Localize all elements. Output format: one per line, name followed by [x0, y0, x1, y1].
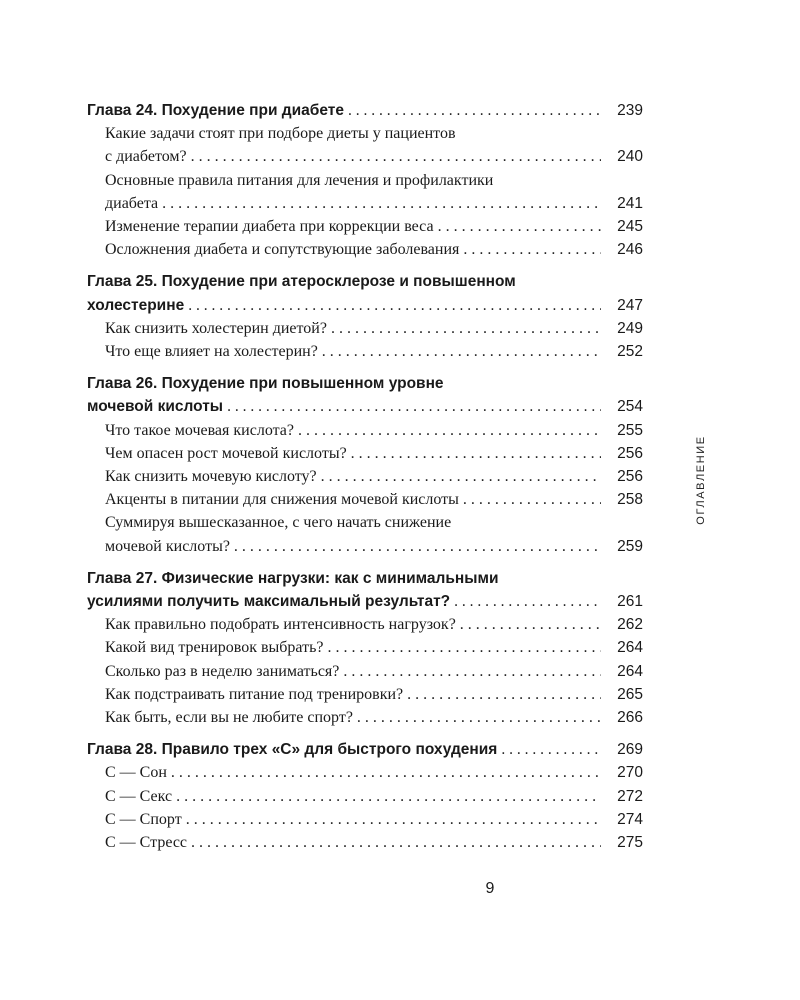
toc-entry-page-number: 246	[617, 241, 643, 259]
toc-entry-page-number: 252	[617, 343, 643, 361]
toc-entry-title: Как снизить мочевую кислоту?	[105, 468, 317, 486]
toc-chapter	[87, 270, 643, 363]
dot-leader	[348, 99, 601, 122]
toc-entry-page-number: 256	[617, 468, 643, 486]
toc-entry-page-number: 270	[617, 764, 643, 782]
dot-leader	[357, 706, 601, 729]
toc-entry[interactable]	[87, 122, 643, 145]
toc-entry-page-number: 265	[617, 685, 643, 703]
toc-entry-title: С — Стресс	[105, 834, 188, 852]
toc-entry-page-number: 264	[617, 662, 643, 680]
toc-entry-title: С — Секс	[105, 787, 173, 805]
toc-entry[interactable]	[87, 808, 643, 831]
toc-chapter-heading-title: Глава 26. Похудение при повышенном уровне	[87, 375, 444, 393]
toc-entry-title: Какие задачи стоят при подборе диеты у пациентов	[105, 125, 456, 143]
toc-entry-title: Акценты в питании для снижения мочевой кислоты	[105, 491, 459, 509]
toc-entry-title: Основные правила питания для лечения и профилактики	[105, 171, 494, 189]
dot-leader	[343, 660, 601, 683]
dot-leader	[438, 215, 601, 238]
dot-leader	[460, 613, 601, 636]
toc-entry[interactable]	[87, 660, 643, 683]
toc-chapter-heading-title: холестерине	[87, 296, 185, 314]
dot-leader	[188, 294, 601, 317]
toc-chapter-heading[interactable]	[87, 270, 643, 293]
toc-chapter-heading-page-number: 269	[617, 741, 643, 759]
toc-entry[interactable]	[87, 613, 643, 636]
toc-chapter-heading-title: Глава 28. Правило трех «С» для быстрого похудения	[87, 741, 498, 759]
toc-entry[interactable]	[87, 340, 643, 363]
toc-entry[interactable]	[87, 636, 643, 659]
dot-leader	[328, 636, 602, 659]
toc-entry-page-number: 249	[617, 319, 643, 337]
dot-leader	[186, 808, 601, 831]
dot-leader	[407, 683, 601, 706]
toc-chapter	[87, 99, 643, 261]
dot-leader	[331, 317, 601, 340]
dot-leader	[454, 590, 601, 613]
toc-entry-title: диабета	[105, 194, 159, 212]
dot-leader	[162, 192, 601, 215]
toc-entry-page-number: 240	[617, 148, 643, 166]
toc-entry[interactable]	[87, 488, 643, 511]
toc-entry-page-number: 259	[617, 537, 643, 555]
toc-entry-page-number: 255	[617, 421, 643, 439]
toc-entry-page-number: 272	[617, 787, 643, 805]
toc-chapter-heading[interactable]	[87, 294, 643, 317]
dot-leader	[321, 465, 601, 488]
toc-chapter-heading[interactable]	[87, 395, 643, 418]
toc-entry-page-number: 241	[617, 194, 643, 212]
toc-entry-title: Какой вид тренировок выбрать?	[105, 639, 324, 657]
dot-leader	[463, 238, 601, 261]
dot-leader	[322, 340, 601, 363]
dot-leader	[227, 395, 601, 418]
page-number: 9	[485, 880, 495, 897]
toc-entry[interactable]	[87, 317, 643, 340]
toc-entry[interactable]	[87, 683, 643, 706]
toc-chapter-heading-page-number: 247	[617, 296, 643, 314]
toc-entry-page-number: 274	[617, 810, 643, 828]
table-of-contents	[87, 99, 643, 863]
running-head-label: ОГЛАВЛЕНИЕ	[695, 435, 707, 525]
toc-entry-title: Что такое мочевая кислота?	[105, 421, 294, 439]
toc-entry[interactable]	[87, 238, 643, 261]
toc-entry[interactable]	[87, 761, 643, 784]
toc-entry-title: Сколько раз в неделю заниматься?	[105, 662, 340, 680]
toc-chapter-heading[interactable]	[87, 99, 643, 122]
toc-entry[interactable]	[87, 442, 643, 465]
dot-leader	[351, 442, 601, 465]
toc-chapter-heading-title: Глава 27. Физические нагрузки: как с минимальными	[87, 569, 499, 587]
toc-chapter-heading[interactable]	[87, 738, 643, 761]
dot-leader	[463, 488, 601, 511]
toc-entry-title: с диабетом?	[105, 148, 187, 166]
toc-entry-title: Изменение терапии диабета при коррекции веса	[105, 218, 434, 236]
toc-entry[interactable]	[87, 535, 643, 558]
toc-entry-page-number: 256	[617, 444, 643, 462]
toc-entry-page-number: 258	[617, 491, 643, 509]
toc-chapter	[87, 372, 643, 558]
toc-entry-title: Как быть, если вы не любите спорт?	[105, 709, 353, 727]
toc-entry-title: Осложнения диабета и сопутствующие заболевания	[105, 241, 460, 259]
toc-entry-title: Суммируя вышесказанное, с чего начать снижение	[105, 514, 452, 532]
dot-leader	[234, 535, 601, 558]
toc-chapter	[87, 738, 643, 854]
toc-entry[interactable]	[87, 145, 643, 168]
toc-entry-page-number: 266	[617, 709, 643, 727]
toc-chapter-heading-title: мочевой кислоты	[87, 398, 224, 416]
toc-chapter-heading-title: Глава 24. Похудение при диабете	[87, 102, 344, 119]
toc-entry[interactable]	[87, 785, 643, 808]
toc-chapter-heading-title: усилиями получить максимальный результат?	[87, 593, 451, 611]
dot-leader	[171, 761, 601, 784]
toc-entry[interactable]	[87, 215, 643, 238]
dot-leader	[176, 785, 601, 808]
toc-chapter-heading-page-number: 261	[617, 593, 643, 611]
toc-entry-title: Как подстраивать питание под тренировки?	[105, 685, 404, 703]
toc-chapter-heading-title: Глава 25. Похудение при атеросклерозе и повышенном	[87, 273, 516, 291]
toc-entry-title: Как правильно подобрать интенсивность нагрузок?	[105, 616, 456, 634]
toc-entry[interactable]	[87, 465, 643, 488]
toc-chapter-heading[interactable]	[87, 567, 643, 590]
toc-entry-page-number: 262	[617, 616, 643, 634]
dot-leader	[501, 738, 601, 761]
toc-entry-title: С — Сон	[105, 764, 167, 782]
dot-leader	[191, 831, 601, 854]
toc-chapter	[87, 567, 643, 729]
toc-chapter-heading[interactable]	[87, 372, 643, 395]
toc-entry-title: Что еще влияет на холестерин?	[105, 343, 318, 361]
toc-entry[interactable]	[87, 706, 643, 729]
dot-leader	[298, 419, 601, 442]
toc-entry-page-number: 245	[617, 218, 643, 236]
toc-entry[interactable]	[87, 511, 643, 534]
toc-chapter-heading-page-number: 254	[617, 398, 643, 416]
toc-entry-title: С — Спорт	[105, 810, 182, 828]
toc-chapter-heading[interactable]	[87, 590, 643, 613]
toc-entry[interactable]	[87, 192, 643, 215]
dot-leader	[191, 145, 601, 168]
toc-entry-title: Чем опасен рост мочевой кислоты?	[105, 444, 347, 462]
toc-entry-title: Как снизить холестерин диетой?	[105, 319, 327, 337]
toc-entry[interactable]	[87, 831, 643, 854]
toc-entry-page-number: 264	[617, 639, 643, 657]
toc-entry[interactable]	[87, 419, 643, 442]
toc-entry[interactable]	[87, 169, 643, 192]
toc-entry-title: мочевой кислоты?	[105, 537, 230, 555]
toc-entry-page-number: 275	[617, 834, 643, 852]
toc-chapter-heading-page-number: 239	[617, 102, 643, 119]
